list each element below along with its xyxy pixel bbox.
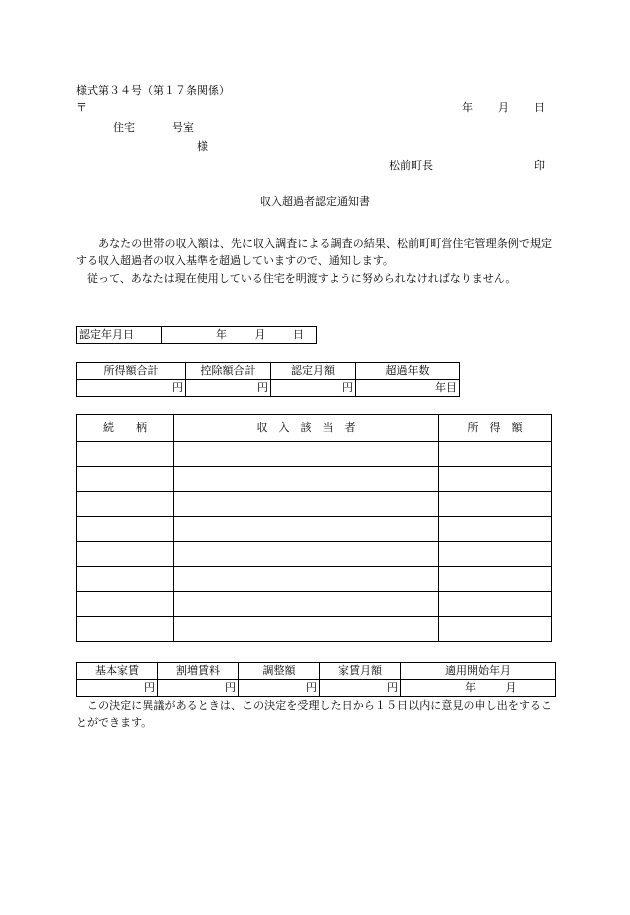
income-earner-cell[interactable] xyxy=(174,542,439,567)
table-row xyxy=(77,492,552,517)
issuer-name: 松前町長 xyxy=(389,159,433,172)
relationship-header: 続 柄 xyxy=(77,415,174,442)
table-row xyxy=(77,592,552,617)
table-row xyxy=(77,467,552,492)
relationship-cell[interactable] xyxy=(77,567,174,592)
income-earner-cell[interactable] xyxy=(174,592,439,617)
deduction-total-header: 控除額合計 xyxy=(186,363,271,380)
income-amount-cell[interactable] xyxy=(439,567,552,592)
relationship-cell[interactable] xyxy=(77,442,174,467)
relationship-cell[interactable] xyxy=(77,517,174,542)
body-paragraph-2: 従って、あなたは現在使用している住宅を明渡すように努められなければなりません。 xyxy=(87,272,517,285)
start-date-cell[interactable] xyxy=(401,680,556,697)
base-rent-header: 基本家賃 xyxy=(77,663,158,680)
rent-table xyxy=(76,662,556,697)
certification-date-label: 認定年月日 xyxy=(77,327,162,344)
income-total-cell[interactable]: 円 xyxy=(77,380,186,397)
income-earner-cell[interactable] xyxy=(174,617,439,642)
deduction-total-cell[interactable]: 円 xyxy=(186,380,271,397)
income-amount-cell[interactable] xyxy=(439,542,552,567)
excess-years-header: 超過年数 xyxy=(356,363,460,380)
footer-note: この決定に異議があるときは、この決定を受理した日から１５日以内に意見の申し出をすることができます。 xyxy=(76,699,552,729)
income-amount-cell[interactable] xyxy=(439,617,552,642)
income-amount-cell[interactable] xyxy=(439,467,552,492)
income-amount-cell[interactable] xyxy=(439,592,552,617)
certification-year-label: 年 xyxy=(216,328,227,341)
income-amount-cell[interactable] xyxy=(439,517,552,542)
issuer-seal: 印 xyxy=(534,159,545,172)
household-table xyxy=(76,414,552,642)
income-earner-cell[interactable] xyxy=(174,442,439,467)
certified-monthly-header: 認定月額 xyxy=(271,363,356,380)
address-housing-label: 住宅 xyxy=(113,121,135,134)
income-earner-cell[interactable] xyxy=(174,492,439,517)
relationship-cell[interactable] xyxy=(77,617,174,642)
certification-date-value[interactable] xyxy=(162,327,317,344)
start-month-label: 月 xyxy=(505,681,517,694)
date-day-label: 日 xyxy=(534,101,545,114)
document-title: 収入超過者認定通知書 xyxy=(260,195,370,208)
income-earner-cell[interactable] xyxy=(174,517,439,542)
date-month-label: 月 xyxy=(498,101,509,114)
relationship-cell[interactable] xyxy=(77,542,174,567)
relationship-cell[interactable] xyxy=(77,592,174,617)
relationship-cell[interactable] xyxy=(77,467,174,492)
date-year-label: 年 xyxy=(462,101,473,114)
postal-mark: 〒 xyxy=(76,101,87,114)
table-row xyxy=(77,617,552,642)
excess-years-cell[interactable]: 年目 xyxy=(356,380,460,397)
start-year-label: 年 xyxy=(465,681,476,694)
certification-date-table xyxy=(76,326,317,344)
monthly-rent-cell[interactable]: 円 xyxy=(320,680,401,697)
surcharge-rent-header: 割増賃料 xyxy=(158,663,239,680)
certified-monthly-cell[interactable]: 円 xyxy=(271,380,356,397)
body-paragraph-1: あなたの世帯の収入額は、先に収入調査による調査の結果、松前町町営住宅管理条例で規定する収入超過者の収入基準を超過していますので、通知します。 xyxy=(76,237,552,267)
income-amount-cell[interactable] xyxy=(439,492,552,517)
base-rent-cell[interactable]: 円 xyxy=(77,680,158,697)
table-row xyxy=(77,442,552,467)
table-row xyxy=(77,517,552,542)
income-amount-cell[interactable] xyxy=(439,442,552,467)
address-room-label: 号室 xyxy=(172,121,194,134)
certification-month-label: 月 xyxy=(254,328,266,341)
income-table xyxy=(76,362,460,397)
certification-day-label: 日 xyxy=(293,328,304,341)
form-number: 様式第３４号（第１７条関係） xyxy=(76,84,230,97)
income-earner-header: 収 入 該 当 者 xyxy=(174,415,439,442)
adjustment-header: 調整額 xyxy=(239,663,320,680)
income-earner-cell[interactable] xyxy=(174,467,439,492)
income-earner-cell[interactable] xyxy=(174,567,439,592)
relationship-cell[interactable] xyxy=(77,492,174,517)
surcharge-rent-cell[interactable]: 円 xyxy=(158,680,239,697)
addressee-suffix: 様 xyxy=(197,140,208,153)
start-date-header: 適用開始年月 xyxy=(401,663,556,680)
monthly-rent-header: 家賃月額 xyxy=(320,663,401,680)
adjustment-cell[interactable]: 円 xyxy=(239,680,320,697)
income-total-header: 所得額合計 xyxy=(77,363,186,380)
income-amount-header: 所 得 額 xyxy=(439,415,552,442)
table-row xyxy=(77,567,552,592)
table-row xyxy=(77,542,552,567)
